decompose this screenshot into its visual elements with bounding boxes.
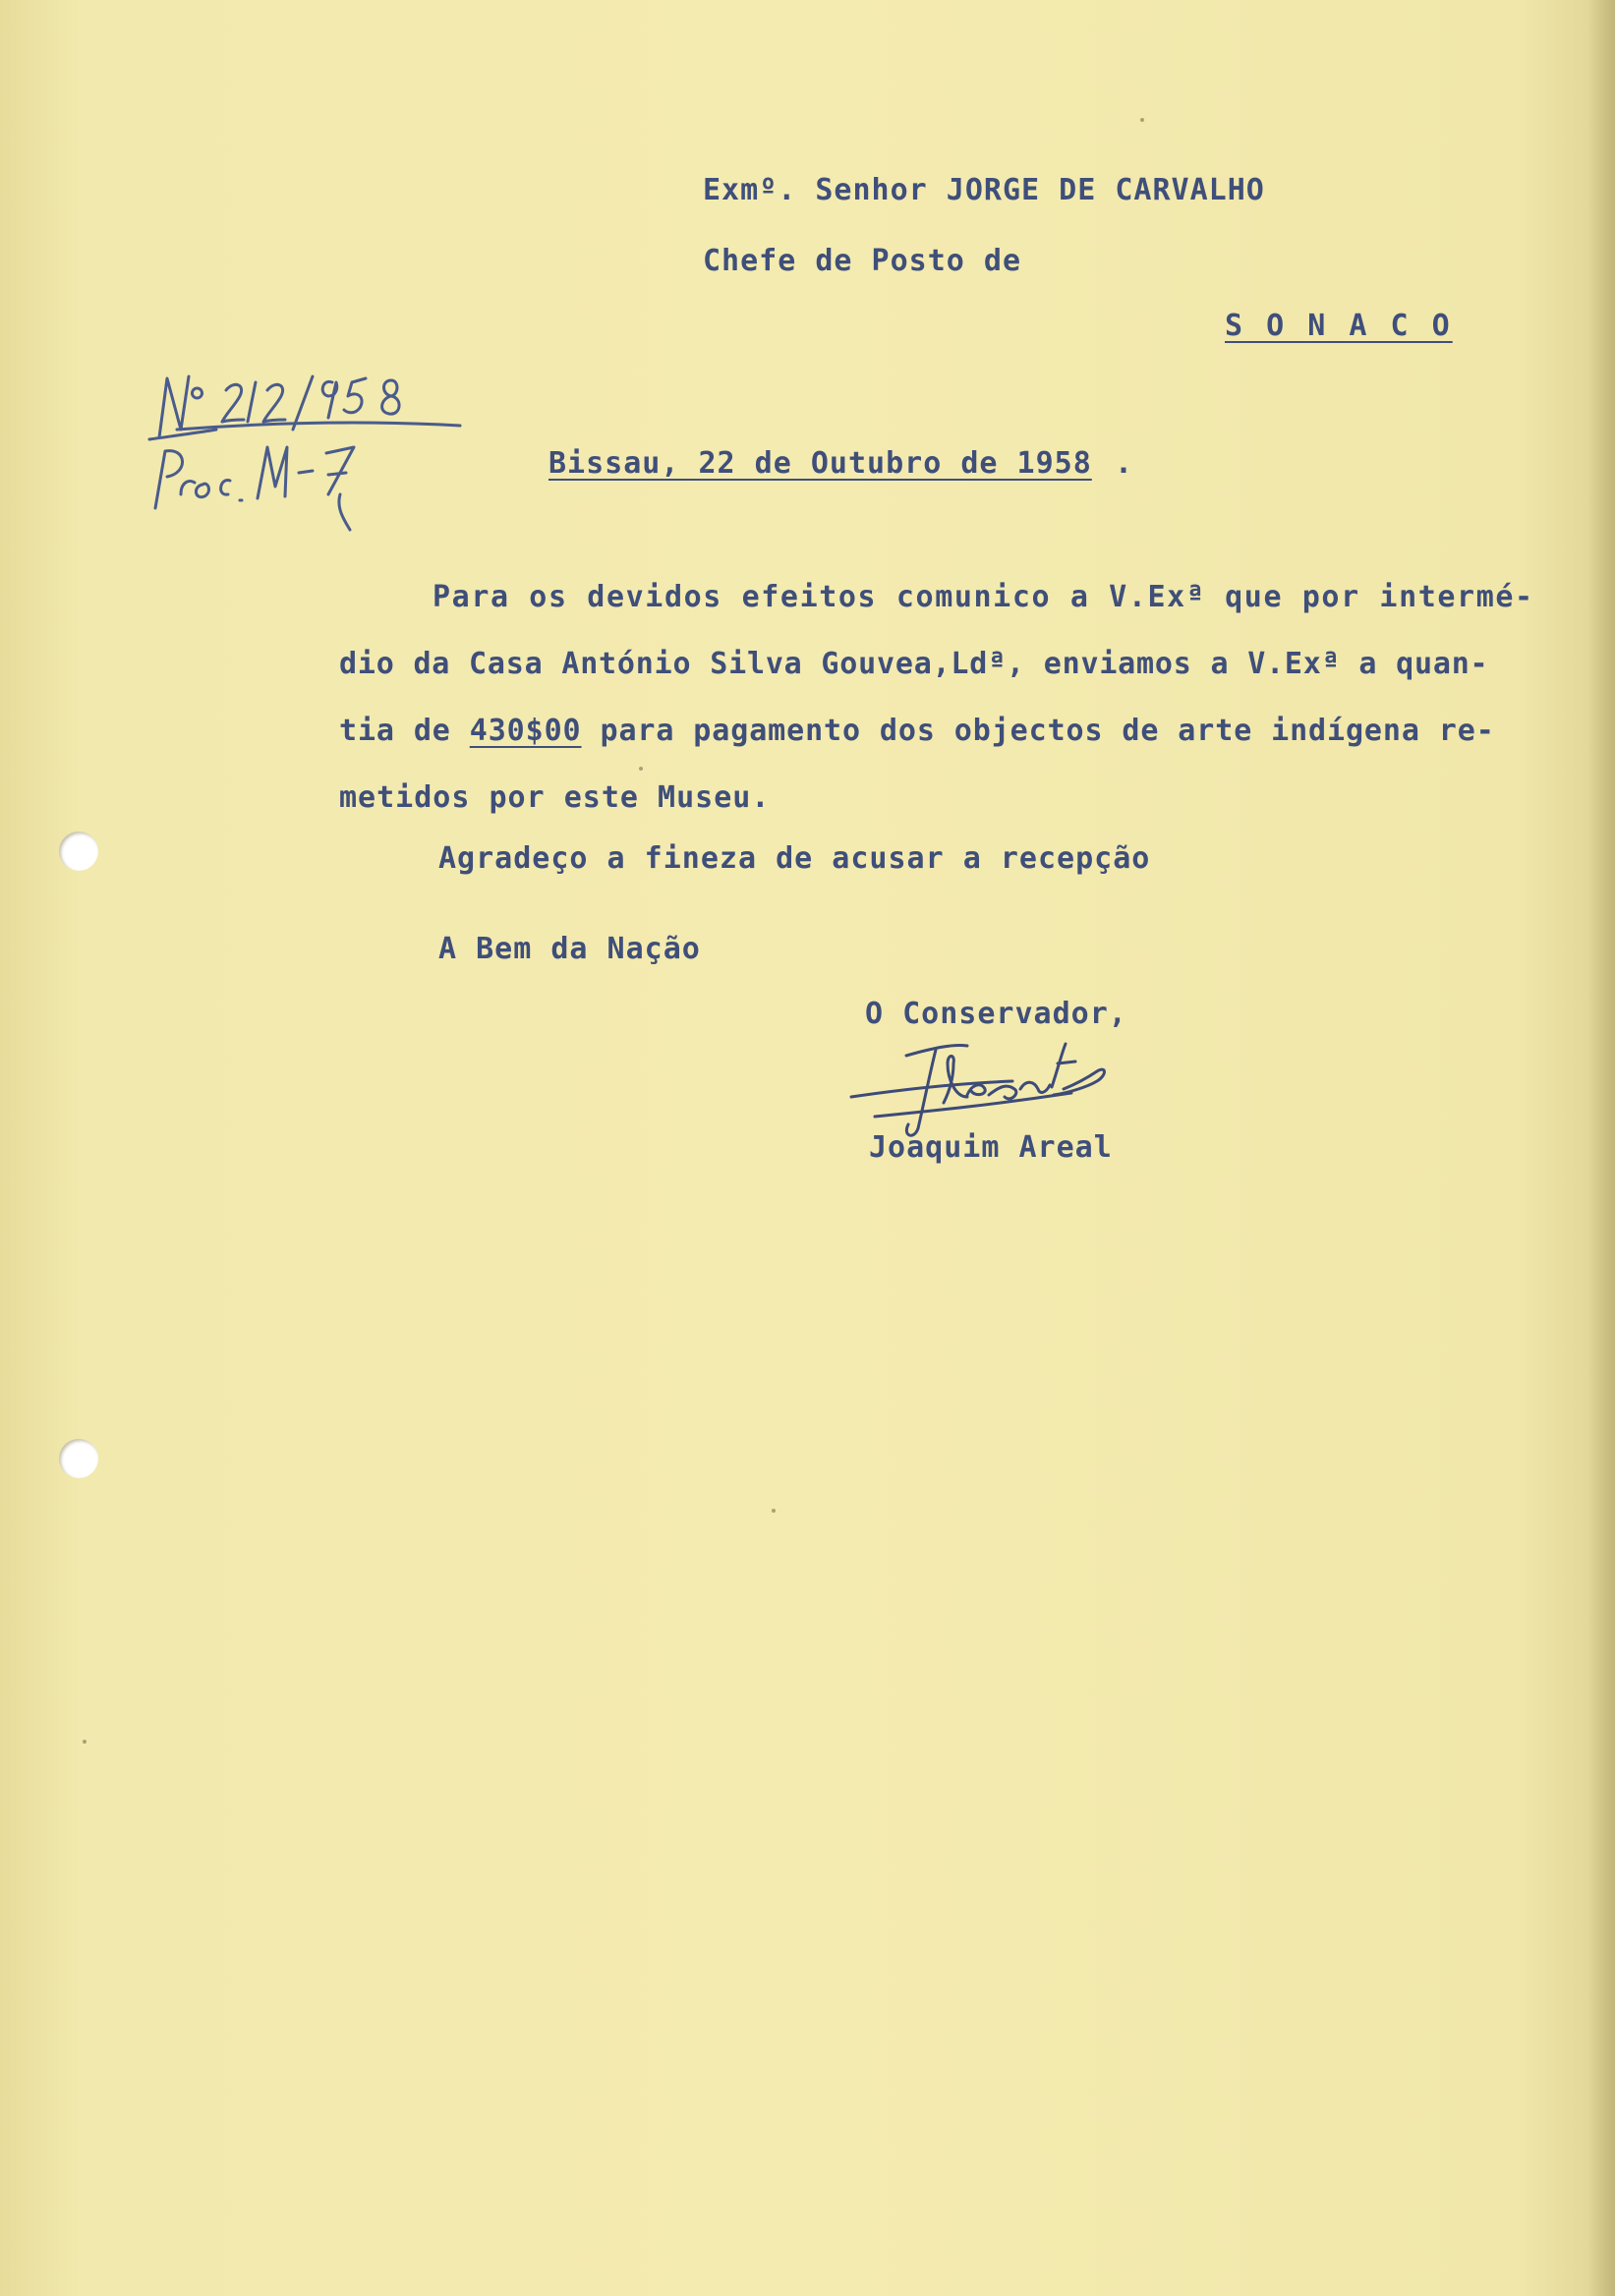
date-line: Bissau, 22 de Outubro de 1958	[548, 446, 1092, 481]
address-line-1: Exmº. Senhor JORGE DE CARVALHO	[703, 173, 1265, 207]
body-line-3-prefix: tia de	[339, 714, 451, 748]
punch-hole-bottom	[59, 1439, 98, 1478]
body-line-1: Para os devidos efeitos comunico a V.Exª que por intermé-	[433, 580, 1534, 614]
page-edge-shadow	[1587, 0, 1615, 2296]
body-line-5: Agradeço a fineza de acusar a recepção	[438, 841, 1151, 876]
amount-value: 430$00	[469, 714, 582, 748]
paper-speck	[1140, 118, 1144, 122]
body-line-4: metidos por este Museu.	[339, 780, 771, 815]
address-line-2: Chefe de Posto de	[703, 244, 1022, 278]
place-text: S O N A C O	[1225, 309, 1453, 343]
signatory-name: Joaquim Areal	[869, 1130, 1113, 1165]
body-line-2: dio da Casa António Silva Gouvea,Ldª, enviamos a V.Exª a quan-	[339, 647, 1489, 681]
punch-hole-top	[59, 832, 98, 871]
paper-speck	[772, 1509, 776, 1513]
date-period: .	[1115, 446, 1134, 481]
handwritten-reference	[138, 369, 462, 536]
body-line-3-suffix: para pagamento dos objectos de arte indígena re-	[600, 714, 1495, 748]
address-place	[1225, 309, 1453, 343]
paper-speck	[639, 767, 643, 771]
handwritten-signature	[845, 1034, 1160, 1142]
paper-speck	[83, 1740, 87, 1744]
body-line-3	[339, 714, 1495, 748]
signature-title: O Conservador,	[865, 997, 1127, 1031]
closing-line: A Bem da Nação	[438, 932, 701, 966]
